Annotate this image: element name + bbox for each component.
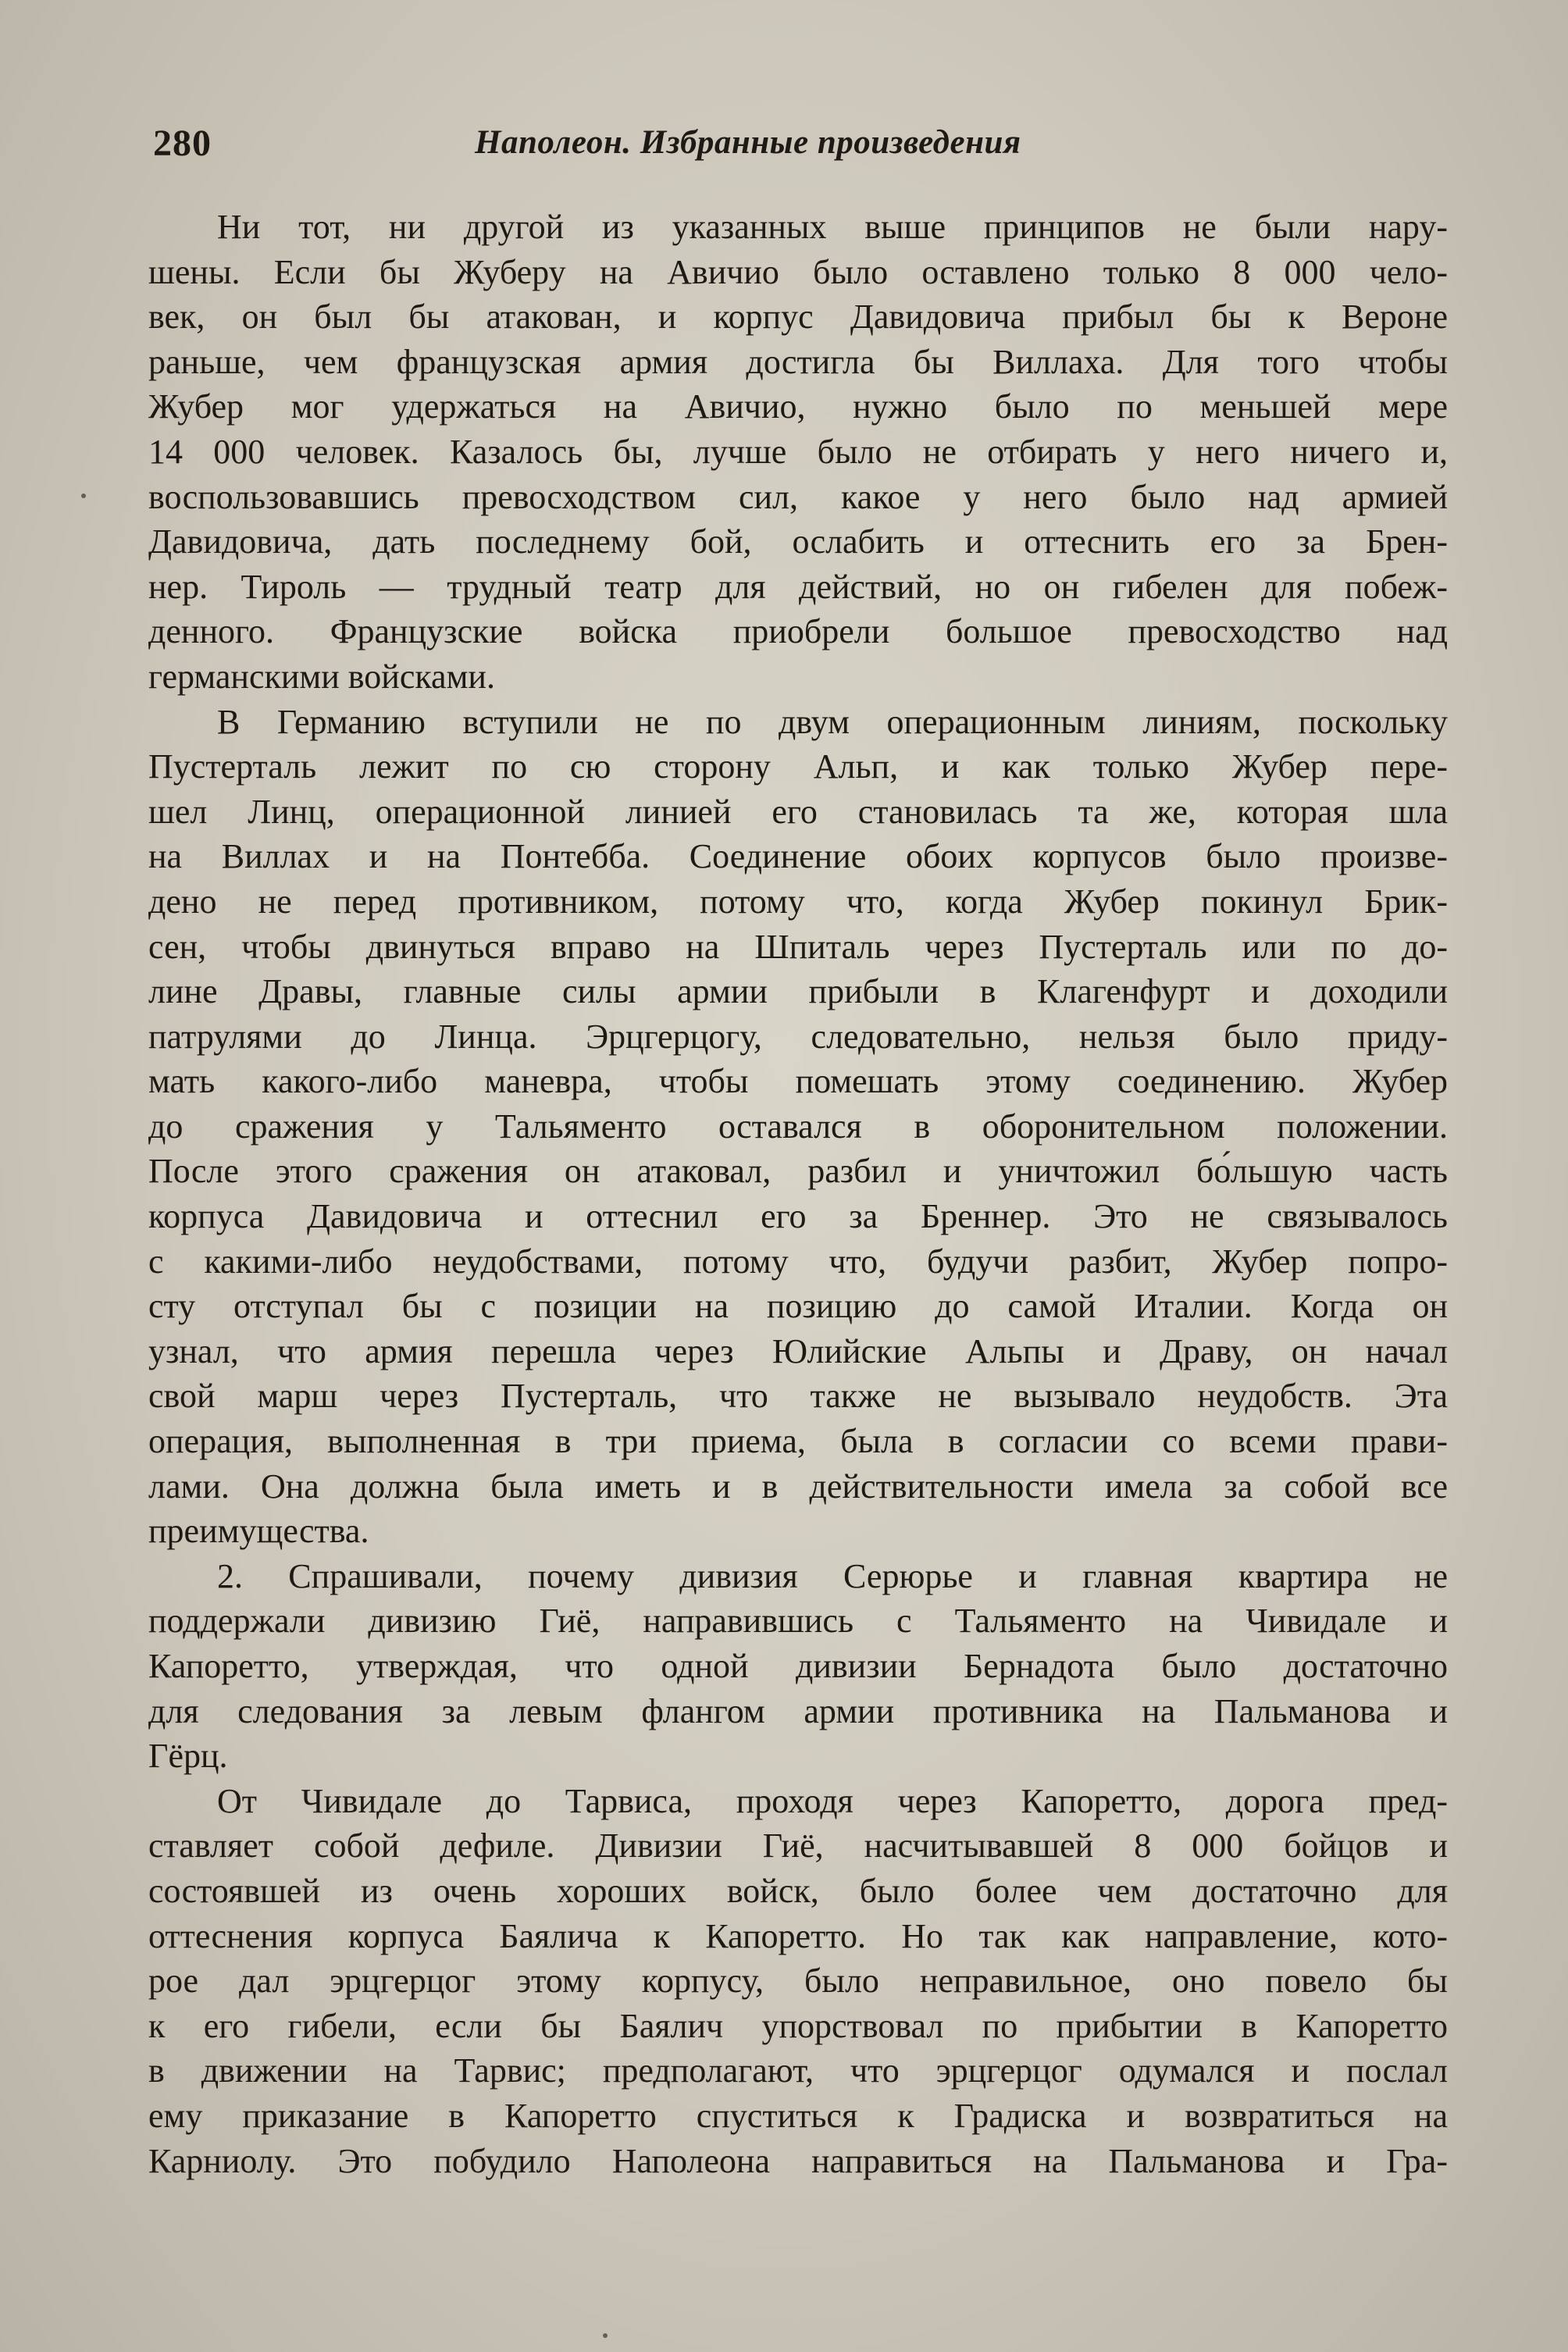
text-line: воспользовавшись превосходством сил, какое у него было над армией — [148, 477, 1448, 516]
text-line: Давидовича, дать последнему бой, ослабить и оттеснить его за Брен- — [148, 522, 1448, 561]
text-line: Гёрц. — [148, 1737, 228, 1776]
text-line: оттеснения корпуса Баялича к Капоретто. Но так как направление, кото- — [148, 1916, 1448, 1955]
text-line: ставляет собой дефиле. Дивизии Гиё, насчитывавшей 8 000 бойцов и — [148, 1826, 1448, 1866]
text-line: корпуса Давидовича и оттеснил его за Бреннер. Это не связывалось — [148, 1197, 1448, 1236]
page-number: 280 — [153, 123, 212, 164]
text-line: Ни тот, ни другой из указанных выше принципов не были нару- — [217, 208, 1448, 246]
text-line: сен, чтобы двинуться вправо на Шпиталь через Пустерталь или по до- — [148, 927, 1448, 966]
text-line: нер. Тироль — трудный театр для действий, но он гибелен для побеж- — [148, 567, 1448, 606]
text-line: От Чивидале до Тарвиса, проходя через Капоретто, дорога пред- — [217, 1781, 1448, 1820]
text-line: дено не перед противником, потому что, когда Жубер покинул Брик- — [148, 882, 1448, 921]
text-line: мать какого-либо маневра, чтобы помешать этому соединению. Жубер — [148, 1062, 1448, 1101]
text-line: раньше, чем французская армия достигла бы Виллаха. Для того чтобы — [148, 342, 1448, 381]
margin-speck — [81, 494, 86, 498]
text-line: сту отступал бы с позиции на позицию до самой Италии. Когда он — [148, 1287, 1448, 1326]
text-line: операция, выполненная в три приема, была в согласии со всеми прави- — [148, 1422, 1448, 1461]
text-line: ему приказание в Капоретто спуститься к Градиска и возвратиться на — [148, 2096, 1448, 2135]
text-line: шел Линц, операционной линией его становилась та же, которая шла — [148, 792, 1448, 831]
text-line: к его гибели, если бы Баялич упорствовал по прибытии в Капоретто — [148, 2006, 1448, 2045]
text-line: состоявшей из очень хороших войск, было более чем достаточно для — [148, 1871, 1448, 1910]
text-line: 14 000 человек. Казалось бы, лучше было не отбирать у него ничего и, — [148, 432, 1448, 471]
text-line: век, он был бы атакован, и корпус Давидовича прибыл бы к Вероне — [148, 298, 1448, 337]
text-line: Капоретто, утверждая, что одной дивизии Бернадота было достаточно — [148, 1647, 1448, 1685]
text-line: лами. Она должна была иметь и в действительности имела за собой все — [148, 1466, 1448, 1506]
text-line: узнал, что армия перешла через Юлийские Альпы и Драву, он начал — [148, 1331, 1448, 1370]
text-line: денного. Французские войска приобрели большое превосходство над — [148, 612, 1448, 651]
running-title: Наполеон. Избранные произведения — [475, 124, 1021, 161]
text-line: поддержали дивизию Гиё, направившись с Тальяменто на Чивидале и — [148, 1602, 1448, 1641]
text-line: на Виллах и на Понтебба. Соединение обоих корпусов было произве- — [148, 837, 1448, 876]
bottom-speck — [603, 2333, 608, 2338]
text-line: В Германию вступили не по двум операционным линиям, поскольку — [217, 702, 1448, 741]
text-line: лине Дравы, главные силы армии прибыли в Клагенфурт и доходили — [148, 972, 1448, 1011]
text-line: 2. Спрашивали, почему дивизия Серюрье и главная квартира не — [217, 1556, 1448, 1595]
text-line: рое дал эрцгерцог этому корпусу, было неправильное, оно повело бы — [148, 1962, 1448, 2001]
text-line: свой марш через Пустерталь, что также не вызывало неудобств. Эта — [148, 1377, 1448, 1416]
text-line: в движении на Тарвис; предполагают, что эрцгерцог одумался и послал — [148, 2051, 1448, 2090]
text-line: Пустерталь лежит по сю сторону Альп, и как только Жубер пере- — [148, 747, 1448, 786]
text-line: шены. Если бы Жуберу на Авичио было оставлено только 8 000 чело- — [148, 252, 1448, 291]
text-line: После этого сражения он атаковал, разбил и уничтожил бо́льшую часть — [148, 1152, 1448, 1191]
text-line: преимущества. — [148, 1512, 369, 1551]
text-line: для следования за левым флангом армии противника на Пальманова и — [148, 1691, 1448, 1730]
text-line: германскими войсками. — [148, 657, 495, 696]
text-line: Жубер мог удержаться на Авичио, нужно было по меньшей мере — [148, 387, 1448, 426]
text-line: Карниолу. Это побудило Наполеона направиться на Пальманова и Гра- — [148, 2141, 1448, 2180]
page-header — [153, 122, 1474, 169]
text-line: с какими-либо неудобствами, потому что, будучи разбит, Жубер попро- — [148, 1242, 1448, 1281]
body-text — [148, 205, 1448, 2183]
text-line: патрулями до Линца. Эрцгерцогу, следовательно, нельзя было приду- — [148, 1017, 1448, 1056]
text-line: до сражения у Тальяменто оставался в оборонительном положении. — [148, 1107, 1448, 1146]
